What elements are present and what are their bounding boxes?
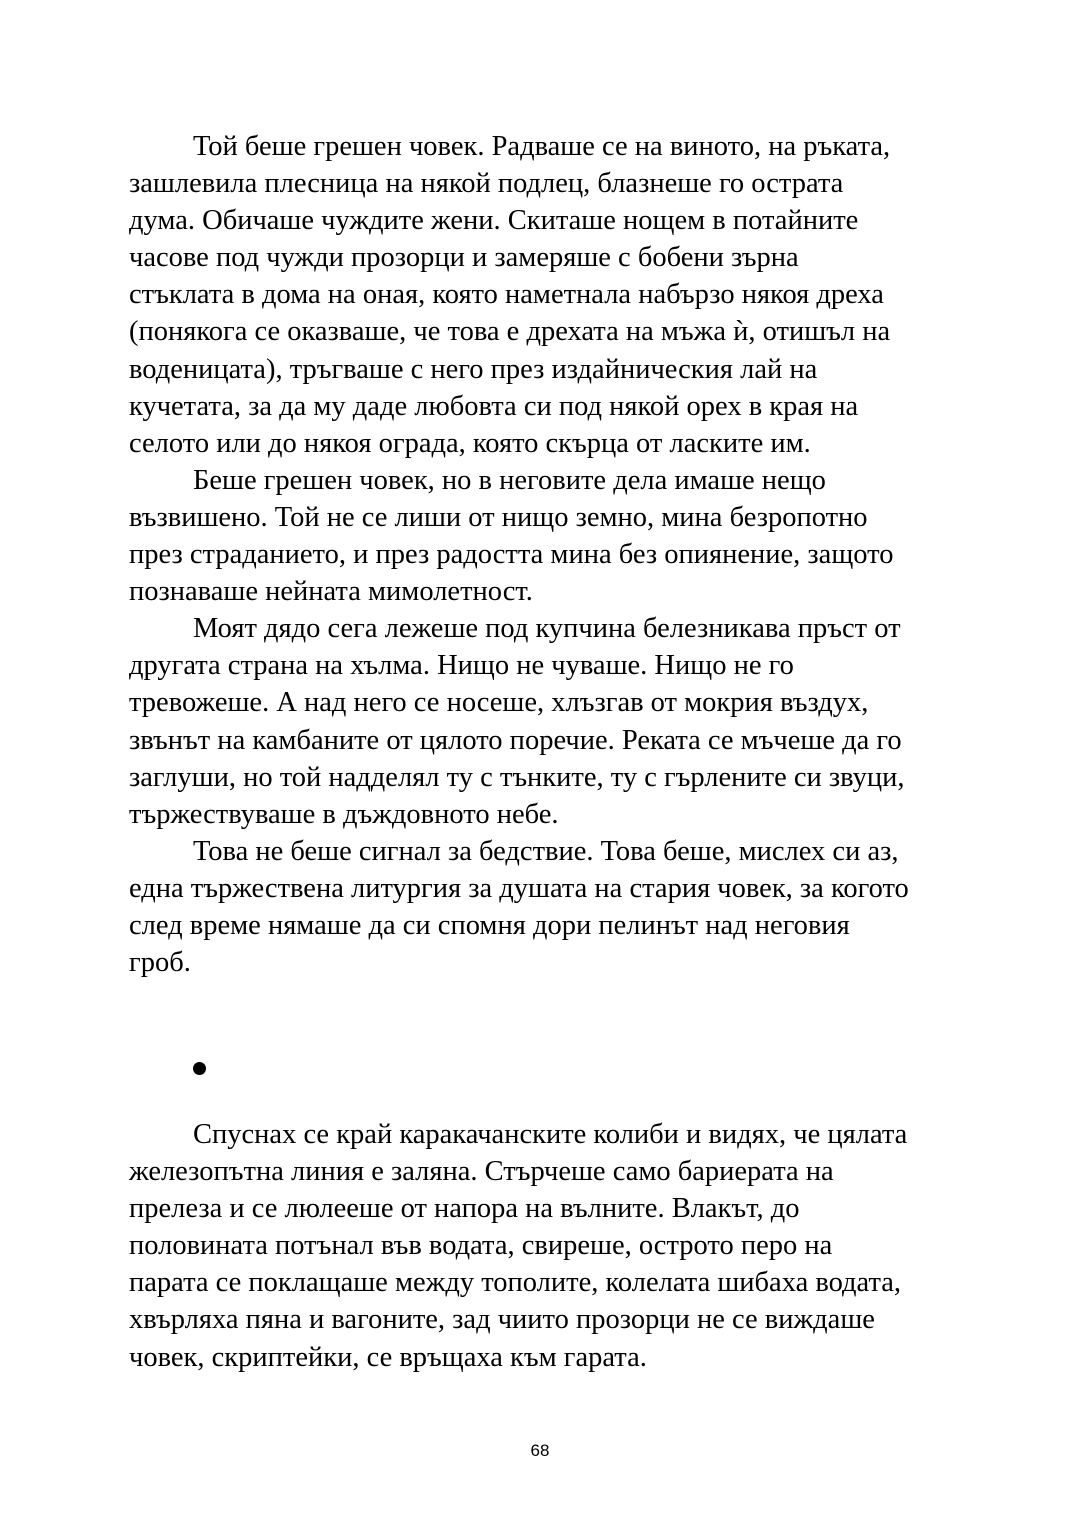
text-line: зашлевила плесница на някой подлец, блазнеше го острата (129, 168, 844, 200)
text-line: една тържествена литургия за душата на стария човек, за когото (129, 872, 909, 904)
text-line: прелеза и се люлееше от напора на вълните. Влакът, до (129, 1193, 800, 1225)
text-line: кучетата, за да му даде любовта си под някой орех в края на (129, 390, 859, 422)
text-line: Беше грешен човек, но в неговите дела имаше нещо (193, 464, 826, 496)
text-line: Той беше грешен човек. Радваше се на виното, на ръката, (193, 131, 891, 162)
text-line: възвишено. Той не се лиши от нищо земно, мина безропотно (129, 501, 868, 533)
section-separator-bullet (193, 1062, 206, 1075)
paragraph-3 (129, 610, 959, 833)
section-two (129, 1116, 959, 1376)
text-line: човек, скриптейки, се връщаха към гарата. (129, 1341, 647, 1373)
text-line: половината потънал във водата, свиреше, острото перо на (129, 1230, 833, 1262)
text-line: селото или до някоя ограда, която скърца от ласките им. (129, 427, 811, 459)
text-line: стъклата в дома на оная, която наметнала набързо някоя дреха (129, 279, 884, 311)
text-line: Спуснах се край каракачанските колиби и видях, че цялата (193, 1119, 908, 1150)
text-line: звънът на камбаните от цялото поречие. Реката се мъчеше да го (129, 724, 902, 756)
paragraph-1 (129, 128, 959, 462)
text-line: (понякога се оказваше, че това е дрехата на мъжа ѝ, отишъл на (129, 316, 891, 348)
paragraph-4 (129, 833, 959, 981)
text-line: дума. Обичаше чуждите жени. Скиташе нощем в потайните (129, 205, 859, 237)
text-line: воденицата), тръгваше с него през издайническия лай на (129, 353, 818, 385)
text-line: парата се поклащаше между тополите, колелата шибаха водата, (129, 1267, 902, 1299)
text-line: железопътна линия е заляна. Стърчеше само бариерата на (129, 1156, 834, 1188)
paragraph-5 (129, 1116, 959, 1376)
text-line: тържествуваше в дъждовното небе. (129, 798, 559, 830)
text-line: тревожеше. А над него се носеше, хлъзгав от мокрия въздух, (129, 687, 869, 719)
text-line: след време нямаше да си спомня дори пелинът над неговия (129, 909, 850, 941)
text-line: Това не беше сигнал за бедствие. Това беше, мислех си аз, (193, 835, 899, 867)
paragraph-2 (129, 462, 959, 610)
text-line: другата страна на хълма. Нищо не чуваше. Нищо не го (129, 650, 794, 682)
text-line: гроб. (129, 947, 191, 979)
section-one (129, 128, 959, 981)
text-line: заглуши, но той надделял ту с тънките, ту с гърлените си звуци, (129, 761, 905, 793)
text-line: хвърляха пяна и вагоните, зад чиито прозорци не се виждаше (129, 1304, 875, 1336)
text-line: познаваше нейната мимолетност. (129, 576, 533, 608)
page-number: 68 (530, 1441, 550, 1460)
text-line: часове под чужди прозорци и замеряше с бобени зърна (129, 242, 799, 274)
text-line: през страданието, и през радостта мина без опиянение, защото (129, 539, 894, 571)
text-line: Моят дядо сега лежеше под купчина белезникава пръст от (193, 613, 901, 645)
